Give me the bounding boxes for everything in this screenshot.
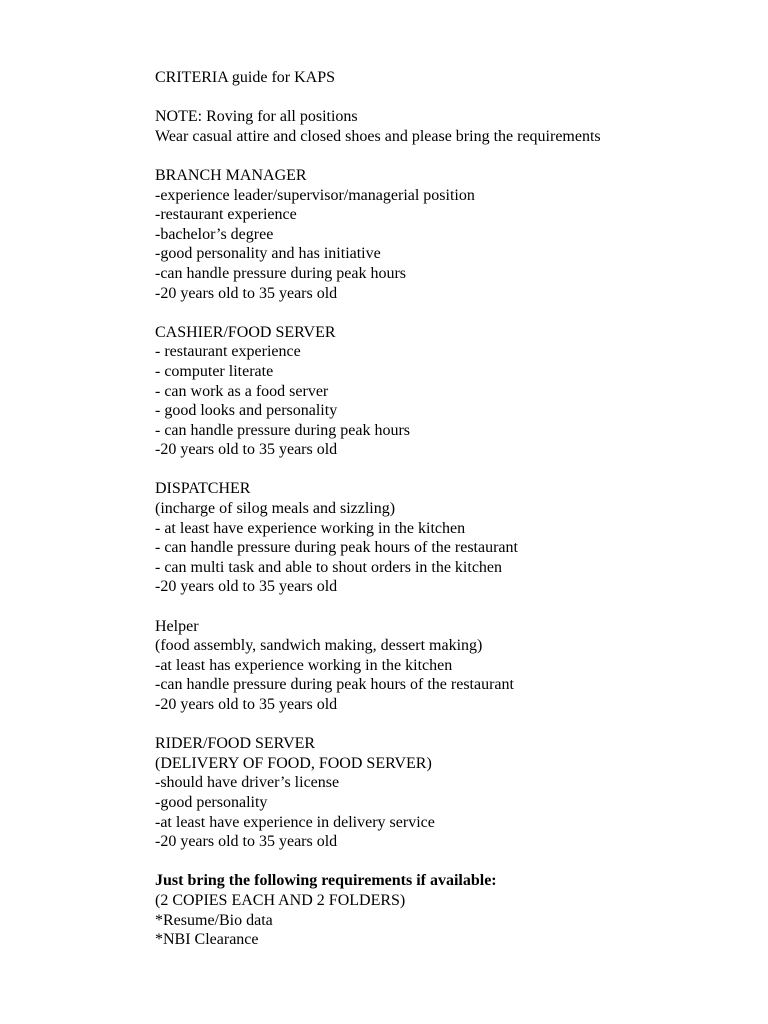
section-heading: BRANCH MANAGER	[155, 166, 307, 184]
list-item: - can handle pressure during peak hours of the restaurant	[155, 539, 518, 557]
list-item: -bachelor’s degree	[155, 225, 274, 243]
note-line: Wear casual attire and closed shoes and please bring the requirements	[155, 127, 601, 145]
list-item: -at least have experience in delivery service	[155, 813, 435, 831]
spacer	[155, 88, 735, 108]
list-item: -good personality	[155, 793, 268, 811]
list-item: -restaurant experience	[155, 206, 297, 224]
document-title: CRITERIA guide for KAPS	[155, 69, 335, 86]
list-item: -20 years old to 35 years old	[155, 441, 338, 459]
list-item: -20 years old to 35 years old	[155, 578, 338, 596]
spacer	[155, 303, 735, 323]
list-item: *Resume/Bio data	[155, 911, 273, 929]
spacer	[155, 852, 735, 872]
requirements-heading: Just bring the following requirements if available:	[155, 872, 497, 890]
spacer	[155, 460, 735, 480]
section-branch-manager	[155, 166, 735, 303]
list-item: - good looks and personality	[155, 402, 338, 420]
section-heading: RIDER/FOOD SERVER	[155, 735, 316, 753]
list-item: -20 years old to 35 years old	[155, 833, 338, 851]
section-requirements	[155, 871, 735, 949]
section-heading: CASHIER/FOOD SERVER	[155, 323, 336, 341]
list-item: -should have driver’s license	[155, 774, 340, 792]
list-item: *NBI Clearance	[155, 931, 259, 949]
list-item: - can work as a food server	[155, 382, 329, 400]
list-item: - can multi task and able to shout orders in the kitchen	[155, 558, 503, 576]
spacer	[155, 715, 735, 735]
list-item: - at least have experience working in the kitchen	[155, 519, 466, 537]
list-item: -at least has experience working in the kitchen	[155, 656, 453, 674]
list-item: -20 years old to 35 years old	[155, 696, 338, 713]
list-item: - can handle pressure during peak hours	[155, 421, 411, 439]
section-helper	[155, 617, 735, 715]
list-item: - restaurant experience	[155, 343, 301, 361]
section-heading: Helper	[155, 617, 199, 635]
list-item: (incharge of silog meals and sizzling)	[155, 500, 396, 518]
section-dispatcher	[155, 479, 735, 597]
section-rider-food-server	[155, 734, 735, 852]
list-item: -can handle pressure during peak hours of the restaurant	[155, 676, 514, 694]
list-item: (DELIVERY OF FOOD, FOOD SERVER)	[155, 754, 432, 772]
document-page	[155, 68, 735, 950]
note-line: NOTE: Roving for all positions	[155, 108, 358, 126]
section-cashier-food-server	[155, 323, 735, 460]
list-item: -good personality and has initiative	[155, 245, 381, 263]
spacer	[155, 597, 735, 617]
list-item: -experience leader/supervisor/managerial position	[155, 186, 475, 204]
list-item: -can handle pressure during peak hours	[155, 264, 407, 282]
list-item: (2 COPIES EACH AND 2 FOLDERS)	[155, 891, 406, 909]
section-heading: DISPATCHER	[155, 480, 251, 498]
list-item: - computer literate	[155, 362, 274, 380]
list-item: -20 years old to 35 years old	[155, 284, 338, 302]
list-item: (food assembly, sandwich making, dessert making)	[155, 637, 483, 655]
spacer	[155, 146, 735, 166]
